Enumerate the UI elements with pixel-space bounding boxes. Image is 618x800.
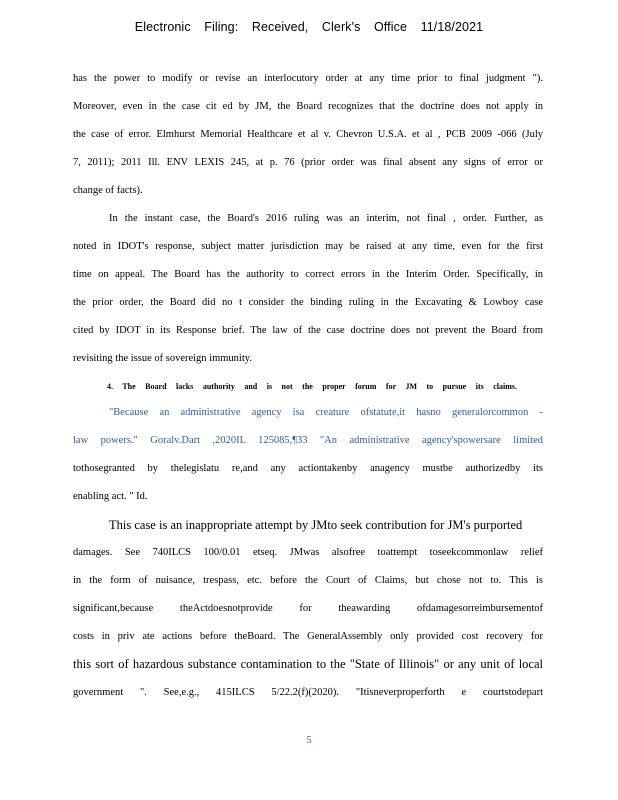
- body-line: in the form of nuisance, trespass, etc. before the Court of Claims, but chose not to. This is: [73, 575, 543, 586]
- quote-line: tothosegranted by thelegislatu re,and any actiontakenby anagency mustbe authorizedby its: [73, 463, 543, 474]
- body-line: revisiting the issue of sovereign immunity.: [73, 353, 252, 364]
- body-line: noted in IDOT's response, subject matter jurisdiction may be raised at any time, even for the first: [73, 241, 543, 252]
- body-line: the case of error. Elmhurst Memorial Healthcare et al v. Chevron U.S.A. et al , PCB 2009 -066 (July: [73, 129, 543, 140]
- filing-stamp-header: Electronic Filing: Received, Clerk's Office 11/18/2021: [134, 20, 484, 34]
- body-line: change of facts).: [73, 185, 143, 196]
- section-heading: 4. The Board lacks authority and is not the proper forum for JM to pursue its claims.: [107, 382, 517, 391]
- body-line: this sort of hazardous substance contamination to the "State of Illinois" or any unit of local: [73, 657, 543, 671]
- body-line: In the instant case, the Board's 2016 ruling was an interim, not final , order. Further, as: [109, 213, 543, 224]
- body-line: the prior order, the Board did no t consider the binding ruling in the Excavating & Lowboy case: [73, 297, 543, 308]
- quote-line: "Because an administrative agency isa creature ofstatute,it hasno generalorcommon -: [109, 407, 543, 418]
- body-line: cited by IDOT in its Response brief. The law of the case doctrine does not prevent the Board from: [73, 325, 543, 336]
- body-line: Moreover, even in the case cit ed by JM, the Board recognizes that the doctrine does not apply in: [73, 101, 543, 112]
- quote-line: law powers." Goralv.Dart ,2020IL 125085,¶33 "An administrative agency'spowersare limited: [73, 435, 543, 446]
- body-line: time on appeal. The Board has the authority to correct errors in the Interim Order. Specifically, in: [73, 269, 543, 280]
- body-line: significant,because theActdoesnotprovide for theawarding ofdamagesorreimbursementof: [73, 603, 543, 614]
- body-line: damages. See 740ILCS 100/0.01 etseq. JMwas alsofree toattempt toseekcommonlaw relief: [73, 547, 543, 558]
- page-number: 5: [306, 735, 312, 746]
- quote-line: enabling act. " Id.: [73, 491, 148, 502]
- body-line: 7, 2011); 2011 Ill. ENV LEXIS 245, at p. 76 (prior order was final absent any signs of error or: [73, 157, 543, 168]
- body-line: government ". See,e.g., 415ILCS 5/22.2(f)(2020). "Itisneverproperforth e courtstodepart: [73, 687, 543, 698]
- body-line: costs in priv ate actions before theBoard. The GeneralAssembly only provided cost recovery for: [73, 631, 543, 642]
- body-line: This case is an inappropriate attempt by JMto seek contribution for JM's purported: [109, 518, 523, 532]
- body-line: has the power to modify or revise an interlocutory order at any time prior to final judgment ").: [73, 73, 543, 84]
